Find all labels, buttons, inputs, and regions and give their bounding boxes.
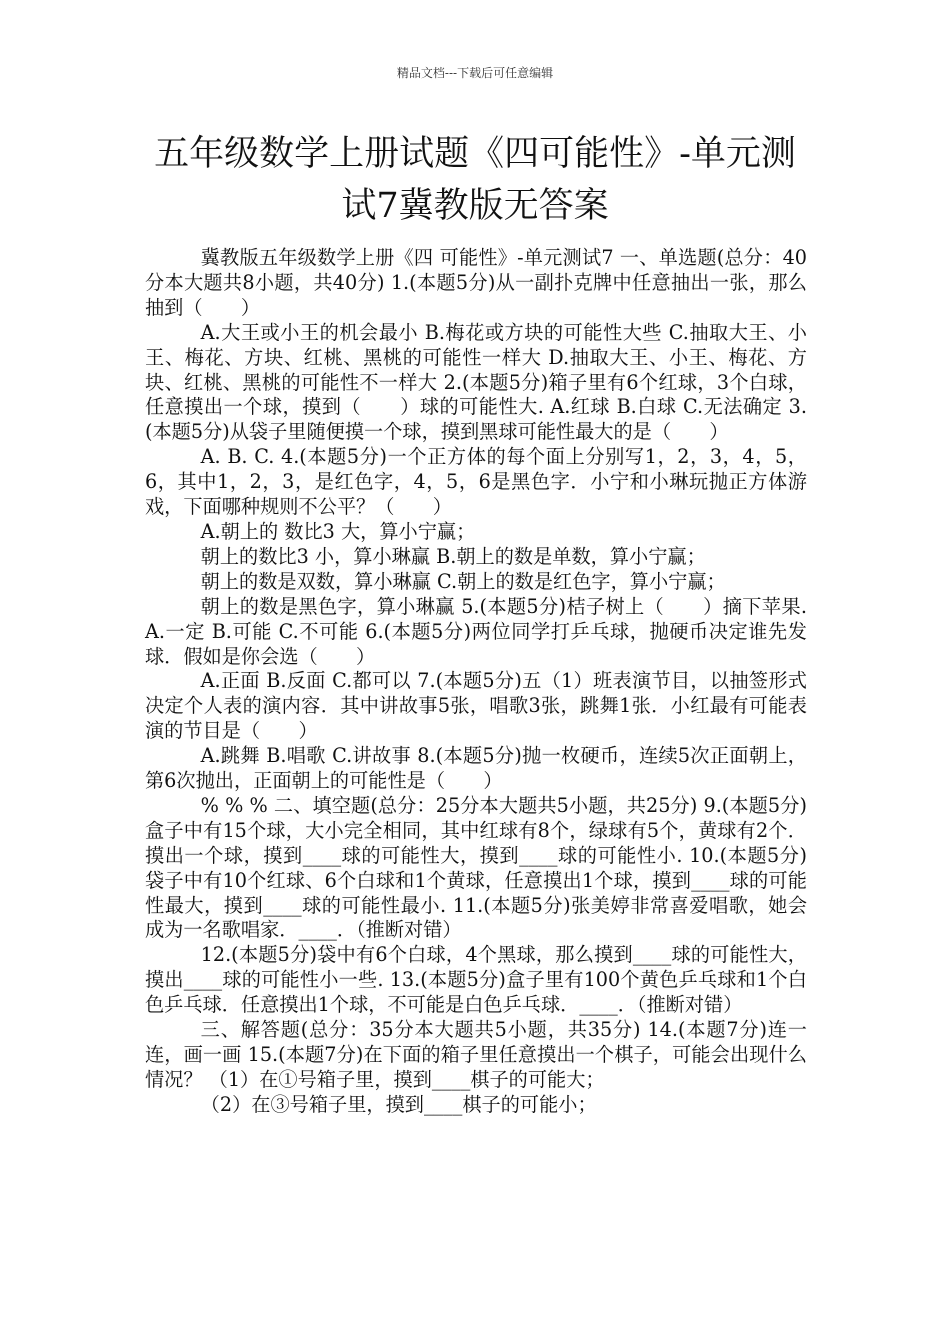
paragraph: 12.(本题5分)袋中有6个白球，4个黑球，那么摸到____球的可能性大，摸出____球的可能性小一些. 13.(本题5分)盒子里有100个黄色乒乓球和1个白色乒乓球．任意摸出1个球，不可能是白色乒乓球．____．（推断对错） [145, 943, 807, 1017]
paragraph: A.跳舞 B.唱歌 C.讲故事 8.(本题5分)抛一枚硬币，连续5次正面朝上，第6次抛出，正面朝上的可能性是（ ） [145, 744, 807, 793]
page-header: 精品文档---下载后可任意编辑 [396, 66, 554, 80]
paragraph: 朝上的数是双数，算小琳赢 C.朝上的数是红色字，算小宁赢； [200, 569, 726, 593]
title-line-2: 试7冀教版无答案 [341, 186, 609, 226]
paragraph: A.正面 B.反面 C.都可以 7.(本题5分)五（1）班表演节目，以抽签形式决定个人表的演内容．其中讲故事5张，唱歌3张，跳舞1张．小红最有可能表演的节目是（ ） [145, 669, 807, 743]
paragraph: A.朝上的 数比3 大，算小宁赢； [200, 519, 476, 543]
paragraph: 三、解答题(总分：35分本大题共5小题，共35分) 14.(本题7分)连一连，画一画 15.(本题7分)在下面的箱子里任意摸出一个棋子，可能会出现什么情况？ （1）在①号箱子里，摸到____棋子的可能大； [145, 1018, 807, 1091]
paragraph: 冀教版五年级数学上册《四 可能性》-单元测试7 一、单选题(总分：40分本大题共8小题，共40分) 1.(本题5分)从一副扑克牌中任意抽出一张，那么抽到（ ） [145, 246, 807, 319]
paragraph: （2）在③号箱子里，摸到____棋子的可能小； [200, 1092, 597, 1116]
paragraph: A. B. C. 4.(本题5分)一个正方体的每个面上分别写1，2，3，4，5，6，其中1，2，3，是红色字，4，5，6是黑色字．小宁和小琳玩抛正方体游戏，下面哪种规则不公平？（ ） [145, 445, 807, 519]
paragraph: 朝上的数是黑色字，算小琳赢 5.(本题5分)桔子树上（ ）摘下苹果. A.一定 B.可能 C.不可能 6.(本题5分)两位同学打乒乓球，抛硬币决定谁先发球．假如是你会选（ ） [145, 594, 807, 668]
document-body [145, 246, 807, 1118]
title-line-1: 五年级数学上册试题《四可能性》-单元测 [154, 134, 796, 174]
paragraph: % % % 二、填空题(总分：25分本大题共5小题，共25分) 9.(本题5分)盒子中有15个球，大小完全相同，其中红球有8个，绿球有5个，黄球有2个．摸出一个球，摸到____球的可能性大，摸到____球的可能性小. 10.(本题5分)袋子中有10个红球、6个白球和1个黄球，任意摸出1个球，摸到____球的可能性最大，摸到____球的可能性最小. 11.(本题5分)张美婷非常喜爱唱歌，她会成为一名歌唱家．____．（推断对错） [145, 793, 807, 942]
paragraph: A.大王或小王的机会最小 B.梅花或方块的可能性大些 C.抽取大王、小王、梅花、方块、红桃、黑桃的可能性一样大 D.抽取大王、小王、梅花、方块、红桃、黑桃的可能性不一样大 2.(本题5分)箱子里有6个红球，3个白球，任意摸出一个球，摸到（ ）球的可能性大. A.红球 B.白球 C.无法确定 3.(本题5分)从袋子里随便摸一个球，摸到黑球可能性最大的是（ ） [145, 320, 807, 444]
document-title [120, 128, 830, 232]
paragraph: 朝上的数比3 小，算小琳赢 B.朝上的数是单数，算小宁赢； [200, 544, 706, 568]
